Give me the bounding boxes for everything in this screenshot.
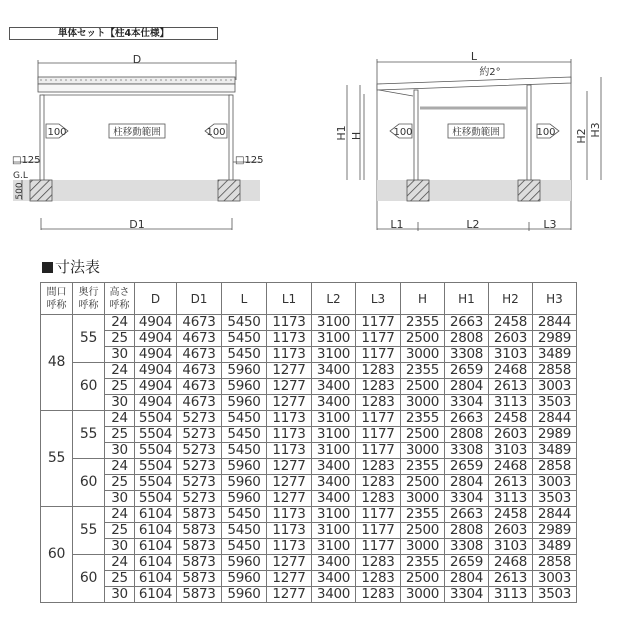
- maguchi-cell: 48: [41, 315, 73, 411]
- value-cell: 3304: [445, 491, 489, 507]
- value-cell: 5960: [222, 395, 267, 411]
- value-cell: 2458: [489, 507, 533, 523]
- value-cell: 5504: [135, 427, 177, 443]
- value-cell: 3100: [312, 347, 356, 363]
- value-cell: 5960: [222, 459, 267, 475]
- takasa-cell: 24: [105, 459, 135, 475]
- value-cell: 2500: [401, 571, 445, 587]
- header-H3: H3: [533, 283, 577, 315]
- value-cell: 2355: [401, 315, 445, 331]
- takasa-cell: 25: [105, 379, 135, 395]
- dim-H1: H1: [335, 125, 348, 141]
- value-cell: 2989: [533, 523, 577, 539]
- okuyuki-cell: 55: [73, 411, 105, 459]
- value-cell: 2844: [533, 507, 577, 523]
- value-cell: 3003: [533, 571, 577, 587]
- value-cell: 1177: [356, 427, 401, 443]
- diagrams: [0, 0, 623, 250]
- table-row: [41, 523, 577, 539]
- value-cell: 5873: [177, 523, 222, 539]
- value-cell: 5450: [222, 427, 267, 443]
- dim-H2: H2: [575, 128, 588, 144]
- value-cell: 6104: [135, 507, 177, 523]
- takasa-cell: 24: [105, 315, 135, 331]
- value-cell: 3400: [312, 459, 356, 475]
- value-cell: 5450: [222, 347, 267, 363]
- value-cell: 3489: [533, 539, 577, 555]
- header-H2: H2: [489, 283, 533, 315]
- value-cell: 2355: [401, 363, 445, 379]
- takasa-cell: 24: [105, 363, 135, 379]
- value-cell: 1277: [267, 587, 312, 603]
- value-cell: 5450: [222, 331, 267, 347]
- value-cell: 4673: [177, 315, 222, 331]
- value-cell: 3000: [401, 347, 445, 363]
- value-cell: 4904: [135, 347, 177, 363]
- value-cell: 1173: [267, 507, 312, 523]
- table-row: [41, 491, 577, 507]
- takasa-cell: 24: [105, 507, 135, 523]
- takasa-cell: 24: [105, 555, 135, 571]
- value-cell: 4673: [177, 395, 222, 411]
- value-cell: 2613: [489, 571, 533, 587]
- value-cell: 5873: [177, 507, 222, 523]
- okuyuki-cell: 55: [73, 507, 105, 555]
- value-cell: 1173: [267, 411, 312, 427]
- value-cell: 2355: [401, 555, 445, 571]
- value-cell: 3003: [533, 379, 577, 395]
- table-row: [41, 427, 577, 443]
- value-cell: 5504: [135, 443, 177, 459]
- section-title: [42, 256, 100, 277]
- side-view-diagram: [347, 59, 601, 231]
- value-cell: 3400: [312, 475, 356, 491]
- value-cell: 1177: [356, 539, 401, 555]
- value-cell: 2808: [445, 427, 489, 443]
- value-cell: 1277: [267, 555, 312, 571]
- value-cell: 3308: [445, 539, 489, 555]
- post-size-left: □125: [12, 155, 41, 166]
- front-view-diagram: [13, 60, 260, 230]
- value-cell: 3304: [445, 395, 489, 411]
- value-cell: 3400: [312, 555, 356, 571]
- header-H1: H1: [445, 283, 489, 315]
- okuyuki-cell: 60: [73, 555, 105, 603]
- value-cell: 4904: [135, 315, 177, 331]
- dim-L: L: [470, 50, 478, 63]
- value-cell: 5960: [222, 571, 267, 587]
- table-row: [41, 411, 577, 427]
- value-cell: 5450: [222, 315, 267, 331]
- value-cell: 2603: [489, 427, 533, 443]
- value-cell: 3503: [533, 395, 577, 411]
- arrow-right-value: 100: [536, 127, 556, 138]
- header-D1: D1: [177, 283, 222, 315]
- value-cell: 1277: [267, 475, 312, 491]
- value-cell: 1177: [356, 523, 401, 539]
- value-cell: 2500: [401, 427, 445, 443]
- value-cell: 5273: [177, 411, 222, 427]
- arrow-left-value: 100: [47, 127, 67, 138]
- section-title-text: 寸法表: [55, 258, 101, 276]
- header-takasa: 高さ 呼称: [105, 283, 135, 315]
- value-cell: 5960: [222, 555, 267, 571]
- value-cell: 4904: [135, 331, 177, 347]
- value-cell: 2355: [401, 507, 445, 523]
- arrow-right-value: 100: [206, 127, 226, 138]
- value-cell: 1283: [356, 555, 401, 571]
- value-cell: 3304: [445, 587, 489, 603]
- takasa-cell: 30: [105, 443, 135, 459]
- header-L2: L2: [312, 283, 356, 315]
- value-cell: 5960: [222, 363, 267, 379]
- value-cell: 3100: [312, 411, 356, 427]
- value-cell: 5504: [135, 491, 177, 507]
- value-cell: 3100: [312, 331, 356, 347]
- value-cell: 3308: [445, 443, 489, 459]
- value-cell: 2500: [401, 379, 445, 395]
- arrow-left-value: 100: [393, 127, 413, 138]
- value-cell: 1277: [267, 571, 312, 587]
- value-cell: 3400: [312, 571, 356, 587]
- value-cell: 3103: [489, 539, 533, 555]
- value-cell: 2808: [445, 331, 489, 347]
- dim-H: H: [350, 131, 363, 141]
- post-size-right: □125: [235, 155, 264, 166]
- value-cell: 2663: [445, 315, 489, 331]
- value-cell: 3113: [489, 491, 533, 507]
- value-cell: 2844: [533, 315, 577, 331]
- table-row: [41, 315, 577, 331]
- takasa-cell: 25: [105, 523, 135, 539]
- value-cell: 1283: [356, 571, 401, 587]
- table-row: [41, 395, 577, 411]
- value-cell: 3113: [489, 587, 533, 603]
- value-cell: 3000: [401, 587, 445, 603]
- slope-label: 約2°: [479, 67, 501, 78]
- value-cell: 2804: [445, 475, 489, 491]
- value-cell: 1177: [356, 507, 401, 523]
- value-cell: 5450: [222, 507, 267, 523]
- value-cell: 4673: [177, 379, 222, 395]
- okuyuki-cell: 60: [73, 459, 105, 507]
- value-cell: 3400: [312, 363, 356, 379]
- takasa-cell: 25: [105, 331, 135, 347]
- value-cell: 6104: [135, 587, 177, 603]
- value-cell: 1177: [356, 331, 401, 347]
- value-cell: 1173: [267, 347, 312, 363]
- value-cell: 4904: [135, 395, 177, 411]
- value-cell: 3503: [533, 587, 577, 603]
- value-cell: 4673: [177, 347, 222, 363]
- value-cell: 3489: [533, 347, 577, 363]
- table-row: [41, 331, 577, 347]
- value-cell: 3400: [312, 491, 356, 507]
- value-cell: 3308: [445, 347, 489, 363]
- post-range-label: 柱移動範囲: [452, 127, 500, 138]
- value-cell: 2858: [533, 459, 577, 475]
- takasa-cell: 24: [105, 411, 135, 427]
- value-cell: 5873: [177, 587, 222, 603]
- value-cell: 2468: [489, 459, 533, 475]
- square-bullet-icon: [42, 262, 53, 273]
- value-cell: 1283: [356, 459, 401, 475]
- value-cell: 1173: [267, 539, 312, 555]
- value-cell: 3000: [401, 539, 445, 555]
- dim-L3: L3: [543, 218, 557, 231]
- value-cell: 2659: [445, 555, 489, 571]
- value-cell: 1277: [267, 379, 312, 395]
- value-cell: 3503: [533, 491, 577, 507]
- ground-level-label: G.L: [13, 171, 28, 181]
- value-cell: 1283: [356, 395, 401, 411]
- value-cell: 2858: [533, 555, 577, 571]
- value-cell: 3100: [312, 507, 356, 523]
- value-cell: 2603: [489, 523, 533, 539]
- value-cell: 4673: [177, 331, 222, 347]
- value-cell: 5273: [177, 459, 222, 475]
- value-cell: 2468: [489, 363, 533, 379]
- table-row: [41, 379, 577, 395]
- header-L: L: [222, 283, 267, 315]
- value-cell: 5873: [177, 555, 222, 571]
- takasa-cell: 30: [105, 347, 135, 363]
- table-body: [41, 315, 577, 603]
- maguchi-cell: 60: [41, 507, 73, 603]
- table-row: [41, 571, 577, 587]
- value-cell: 3100: [312, 427, 356, 443]
- value-cell: 3000: [401, 491, 445, 507]
- value-cell: 1173: [267, 315, 312, 331]
- maguchi-cell: 55: [41, 411, 73, 507]
- value-cell: 2663: [445, 507, 489, 523]
- value-cell: 3003: [533, 475, 577, 491]
- value-cell: 2844: [533, 411, 577, 427]
- value-cell: 1177: [356, 315, 401, 331]
- value-cell: 1277: [267, 491, 312, 507]
- value-cell: 4904: [135, 363, 177, 379]
- value-cell: 5504: [135, 411, 177, 427]
- takasa-cell: 30: [105, 539, 135, 555]
- value-cell: 1177: [356, 411, 401, 427]
- value-cell: 2458: [489, 315, 533, 331]
- value-cell: 3100: [312, 315, 356, 331]
- value-cell: 3489: [533, 443, 577, 459]
- value-cell: 6104: [135, 523, 177, 539]
- value-cell: 2613: [489, 475, 533, 491]
- table-row: [41, 539, 577, 555]
- value-cell: 3000: [401, 395, 445, 411]
- value-cell: 2659: [445, 459, 489, 475]
- value-cell: 1277: [267, 363, 312, 379]
- value-cell: 5960: [222, 379, 267, 395]
- value-cell: 4673: [177, 363, 222, 379]
- value-cell: 1177: [356, 443, 401, 459]
- value-cell: 2500: [401, 475, 445, 491]
- header-L1: L1: [267, 283, 312, 315]
- table-row: [41, 347, 577, 363]
- header-H: H: [401, 283, 445, 315]
- value-cell: 2500: [401, 523, 445, 539]
- value-cell: 5273: [177, 427, 222, 443]
- value-cell: 5450: [222, 539, 267, 555]
- takasa-cell: 30: [105, 395, 135, 411]
- value-cell: 1277: [267, 395, 312, 411]
- table-row: [41, 475, 577, 491]
- value-cell: 2613: [489, 379, 533, 395]
- okuyuki-cell: 60: [73, 363, 105, 411]
- value-cell: 3100: [312, 523, 356, 539]
- dim-H3: H3: [589, 122, 602, 138]
- value-cell: 5960: [222, 491, 267, 507]
- value-cell: 3103: [489, 347, 533, 363]
- value-cell: 2663: [445, 411, 489, 427]
- takasa-cell: 25: [105, 427, 135, 443]
- value-cell: 1283: [356, 587, 401, 603]
- value-cell: 6104: [135, 555, 177, 571]
- header-L3: L3: [356, 283, 401, 315]
- value-cell: 2468: [489, 555, 533, 571]
- post-range-label: 柱移動範囲: [113, 127, 161, 138]
- takasa-cell: 25: [105, 475, 135, 491]
- value-cell: 1283: [356, 363, 401, 379]
- header-maguchi: 間口 呼称: [41, 283, 73, 315]
- value-cell: 1277: [267, 459, 312, 475]
- value-cell: 2659: [445, 363, 489, 379]
- value-cell: 2804: [445, 379, 489, 395]
- value-cell: 5450: [222, 523, 267, 539]
- value-cell: 5504: [135, 475, 177, 491]
- value-cell: 2858: [533, 363, 577, 379]
- takasa-cell: 30: [105, 587, 135, 603]
- value-cell: 1283: [356, 475, 401, 491]
- foundation-depth: 500: [15, 182, 25, 200]
- value-cell: 3400: [312, 395, 356, 411]
- value-cell: 5450: [222, 411, 267, 427]
- value-cell: 5273: [177, 491, 222, 507]
- header-okuyuki: 奥行 呼称: [73, 283, 105, 315]
- value-cell: 2500: [401, 331, 445, 347]
- value-cell: 2989: [533, 427, 577, 443]
- table-row: [41, 587, 577, 603]
- value-cell: 3100: [312, 443, 356, 459]
- value-cell: 2808: [445, 523, 489, 539]
- value-cell: 5960: [222, 587, 267, 603]
- value-cell: 3113: [489, 395, 533, 411]
- value-cell: 1283: [356, 379, 401, 395]
- value-cell: 1177: [356, 347, 401, 363]
- value-cell: 5873: [177, 571, 222, 587]
- value-cell: 2355: [401, 411, 445, 427]
- value-cell: 2355: [401, 459, 445, 475]
- value-cell: 5873: [177, 539, 222, 555]
- value-cell: 2989: [533, 331, 577, 347]
- value-cell: 1173: [267, 523, 312, 539]
- value-cell: 5450: [222, 443, 267, 459]
- dimension-table: [40, 282, 577, 603]
- value-cell: 6104: [135, 539, 177, 555]
- value-cell: 5273: [177, 475, 222, 491]
- dim-D: D: [132, 53, 142, 66]
- value-cell: 5273: [177, 443, 222, 459]
- table-row: [41, 555, 577, 571]
- value-cell: 3400: [312, 379, 356, 395]
- value-cell: 1173: [267, 443, 312, 459]
- table-row: [41, 507, 577, 523]
- dim-L1: L1: [390, 218, 404, 231]
- table-row: [41, 363, 577, 379]
- table-header-row: [41, 283, 577, 315]
- takasa-cell: 25: [105, 571, 135, 587]
- set-title: 単体セット【柱4本仕様】: [9, 27, 218, 40]
- value-cell: 1173: [267, 331, 312, 347]
- value-cell: 4904: [135, 379, 177, 395]
- value-cell: 1173: [267, 427, 312, 443]
- value-cell: 5960: [222, 475, 267, 491]
- table-row: [41, 459, 577, 475]
- value-cell: 3100: [312, 539, 356, 555]
- value-cell: 6104: [135, 571, 177, 587]
- value-cell: 2804: [445, 571, 489, 587]
- okuyuki-cell: 55: [73, 315, 105, 363]
- value-cell: 2603: [489, 331, 533, 347]
- takasa-cell: 30: [105, 491, 135, 507]
- value-cell: 1283: [356, 491, 401, 507]
- dim-D1: D1: [129, 218, 145, 231]
- value-cell: 3400: [312, 587, 356, 603]
- table-row: [41, 443, 577, 459]
- value-cell: 3000: [401, 443, 445, 459]
- header-D: D: [135, 283, 177, 315]
- value-cell: 3103: [489, 443, 533, 459]
- dim-L2: L2: [466, 218, 480, 231]
- value-cell: 2458: [489, 411, 533, 427]
- value-cell: 5504: [135, 459, 177, 475]
